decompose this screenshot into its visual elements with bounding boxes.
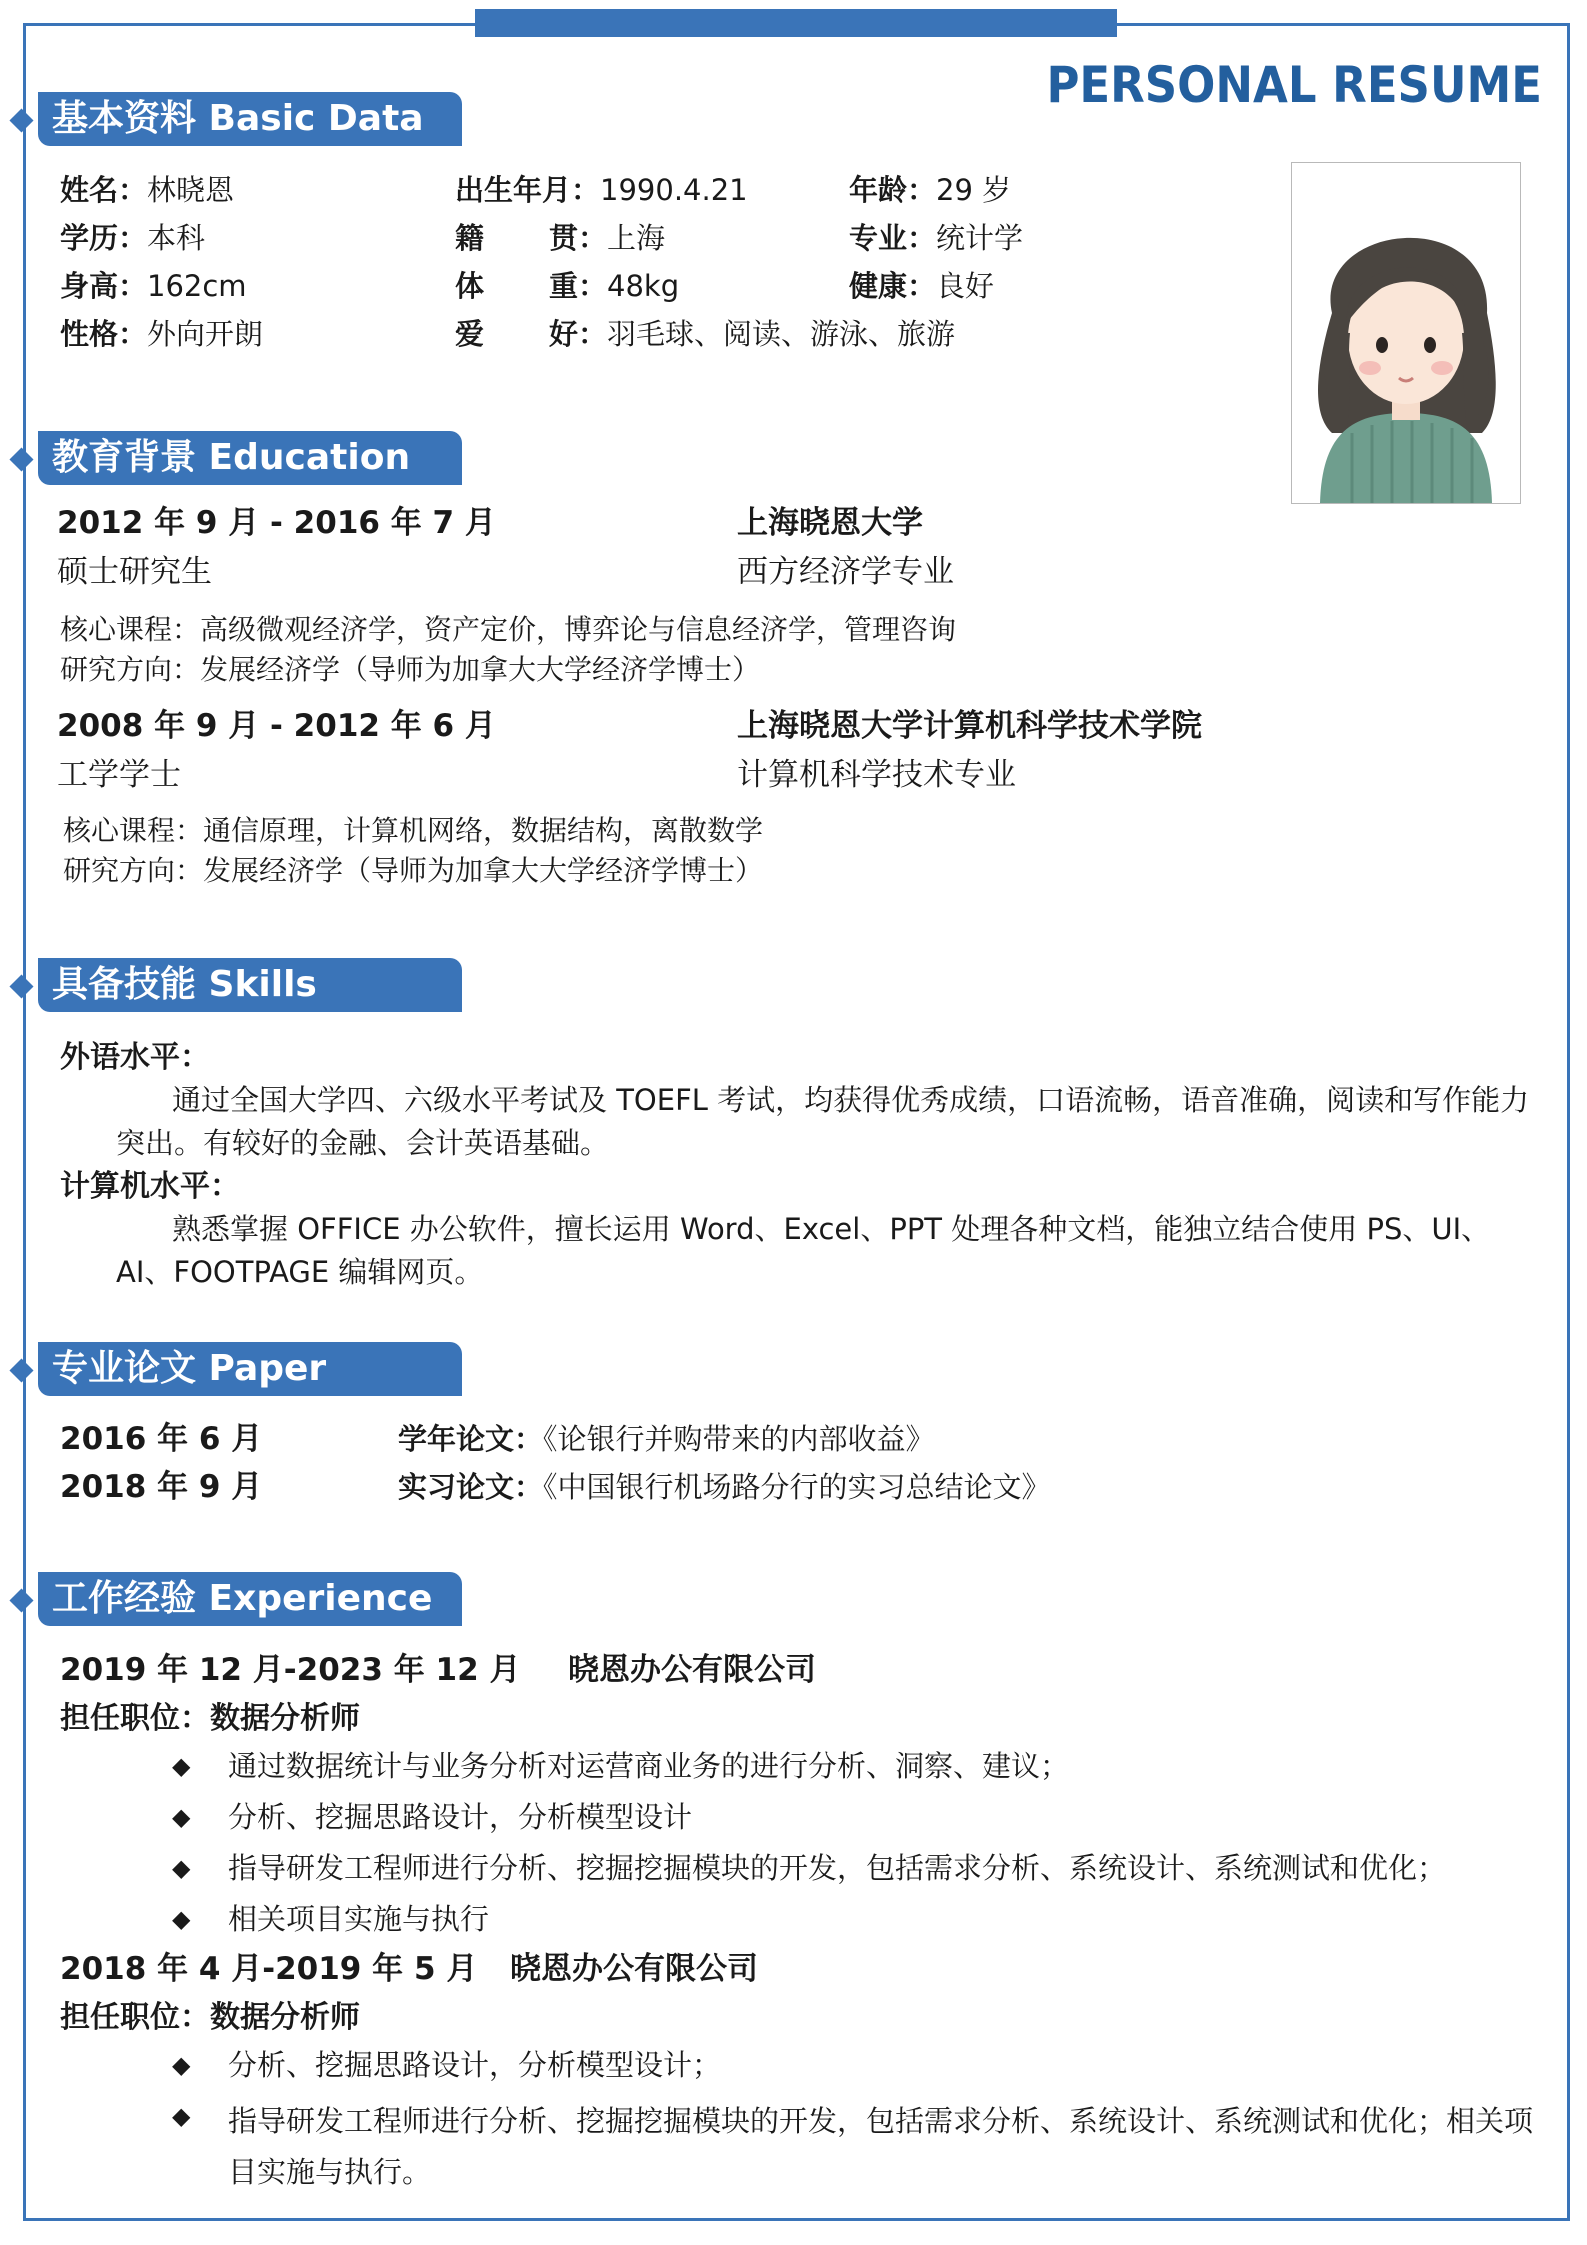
education-degree: 工学学士 xyxy=(57,757,181,793)
section-title: 专业论文 Paper xyxy=(38,1342,462,1396)
experience-company: 晓恩办公有限公司 xyxy=(568,1652,816,1688)
height-row: 身高：162cm xyxy=(60,269,247,303)
education-courses: 核心课程：高级微观经济学，资产定价，博弈论与信息经济学，管理咨询 xyxy=(60,613,957,646)
avatar-illustration xyxy=(1292,163,1520,503)
education-level-row: 学历：本科 xyxy=(60,221,206,255)
experience-bullet: 通过数据统计与业务分析对运营商业务的进行分析、洞察、建议； xyxy=(228,1749,1070,1783)
paper-title: 《中国银行机场路分行的实习总结论文》 xyxy=(543,1470,1051,1504)
health-row: 健康：良好 xyxy=(849,269,995,303)
language-skill-text: 通过全国大学四、六级水平考试及 TOEFL 考试，均获得优秀成绩，口语流畅，语音准确，阅读和写作能力突出。有较好的金融、会计英语基础。 xyxy=(116,1083,1530,1160)
experience-period: 2018 年 4 月-2019 年 5 月 xyxy=(60,1951,478,1987)
resume-title: PERSONAL RESUME xyxy=(1046,56,1542,114)
experience-bullet: 分析、挖掘思路设计，分析模型设计； xyxy=(228,2048,722,2082)
bullet-icon: ◆ xyxy=(172,2051,191,2079)
experience-bullet: 相关项目实施与执行 xyxy=(228,1902,490,1936)
experience-period: 2019 年 12 月-2023 年 12 月 xyxy=(60,1652,521,1688)
education-major: 计算机科学技术专业 xyxy=(737,757,1016,793)
education-period: 2008 年 9 月 - 2012 年 6 月 xyxy=(57,708,496,744)
bullet-icon: ◆ xyxy=(172,1854,191,1882)
hobby-row: 爱 好：羽毛球、阅读、游泳、旅游 xyxy=(455,317,956,351)
major-row: 专业：统计学 xyxy=(849,221,1024,255)
paper-date: 2018 年 9 月 xyxy=(60,1469,263,1505)
weight-row: 体 重：48kg xyxy=(455,269,680,303)
name-value: 林晓恩 xyxy=(147,173,235,207)
bullet-icon: ◆ xyxy=(172,1752,191,1780)
age-value: 29 岁 xyxy=(936,173,1012,207)
section-title: 教育背景 Education xyxy=(38,431,462,485)
paper-title-row: 实习论文：《中国银行机场路分行的实习总结论文》 xyxy=(398,1470,1051,1504)
birth-row: 出生年月：1990.4.21 xyxy=(455,173,748,207)
education-degree: 硕士研究生 xyxy=(57,554,212,590)
experience-position: 担任职位：数据分析师 xyxy=(60,1701,360,1736)
education-major: 西方经济学专业 xyxy=(737,554,954,590)
experience-company: 晓恩办公有限公司 xyxy=(510,1951,758,1987)
age-row: 年龄：29 岁 xyxy=(849,173,1012,207)
experience-position: 担任职位：数据分析师 xyxy=(60,2000,360,2035)
education-courses: 核心课程：通信原理，计算机网络，数据结构，离散数学 xyxy=(63,814,764,847)
section-title: 具备技能 Skills xyxy=(38,958,462,1012)
name-row: 姓名：林晓恩 xyxy=(60,173,235,207)
education-school: 上海晓恩大学 xyxy=(737,505,923,541)
computer-skill-label: 计算机水平： xyxy=(60,1169,240,1204)
bullet-icon: ◆ xyxy=(172,2102,191,2130)
education-research: 研究方向：发展经济学（导师为加拿大大学经济学博士） xyxy=(63,854,764,887)
paper-date: 2016 年 6 月 xyxy=(60,1421,263,1457)
origin-row: 籍 贯：上海 xyxy=(455,221,666,255)
paper-title-row: 学年论文：《论银行并购带来的内部收益》 xyxy=(398,1422,935,1456)
education-research: 研究方向：发展经济学（导师为加拿大大学经济学博士） xyxy=(60,653,761,686)
personality-row: 性格：外向开朗 xyxy=(60,317,264,351)
experience-bullet: 分析、挖掘思路设计，分析模型设计 xyxy=(228,1800,693,1834)
bullet-icon: ◆ xyxy=(172,1905,191,1933)
section-title: 基本资料 Basic Data xyxy=(38,92,462,146)
experience-bullet: 指导研发工程师进行分析、挖掘挖掘模块的开发，包括需求分析、系统设计、系统测试和优化；相关项目实施与执行。 xyxy=(228,2104,1534,2189)
computer-skill-text: 熟悉掌握 OFFICE 办公软件，擅长运用 Word、Excel、PPT 处理各种文档，能独立结合使用 PS、UI、AI、FOOTPAGE 编辑网页。 xyxy=(116,1212,1491,1289)
education-period: 2012 年 9 月 - 2016 年 7 月 xyxy=(57,505,496,541)
language-skill-label: 外语水平： xyxy=(60,1040,210,1075)
education-school: 上海晓恩大学计算机科学技术学院 xyxy=(737,708,1202,744)
section-title: 工作经验 Experience xyxy=(38,1572,462,1626)
bullet-icon: ◆ xyxy=(172,1803,191,1831)
avatar xyxy=(1291,162,1521,504)
birth-value: 1990.4.21 xyxy=(600,173,748,207)
experience-bullet: 指导研发工程师进行分析、挖掘挖掘模块的开发，包括需求分析、系统设计、系统测试和优化； xyxy=(228,1851,1447,1885)
paper-title: 《论银行并购带来的内部收益》 xyxy=(543,1422,935,1456)
